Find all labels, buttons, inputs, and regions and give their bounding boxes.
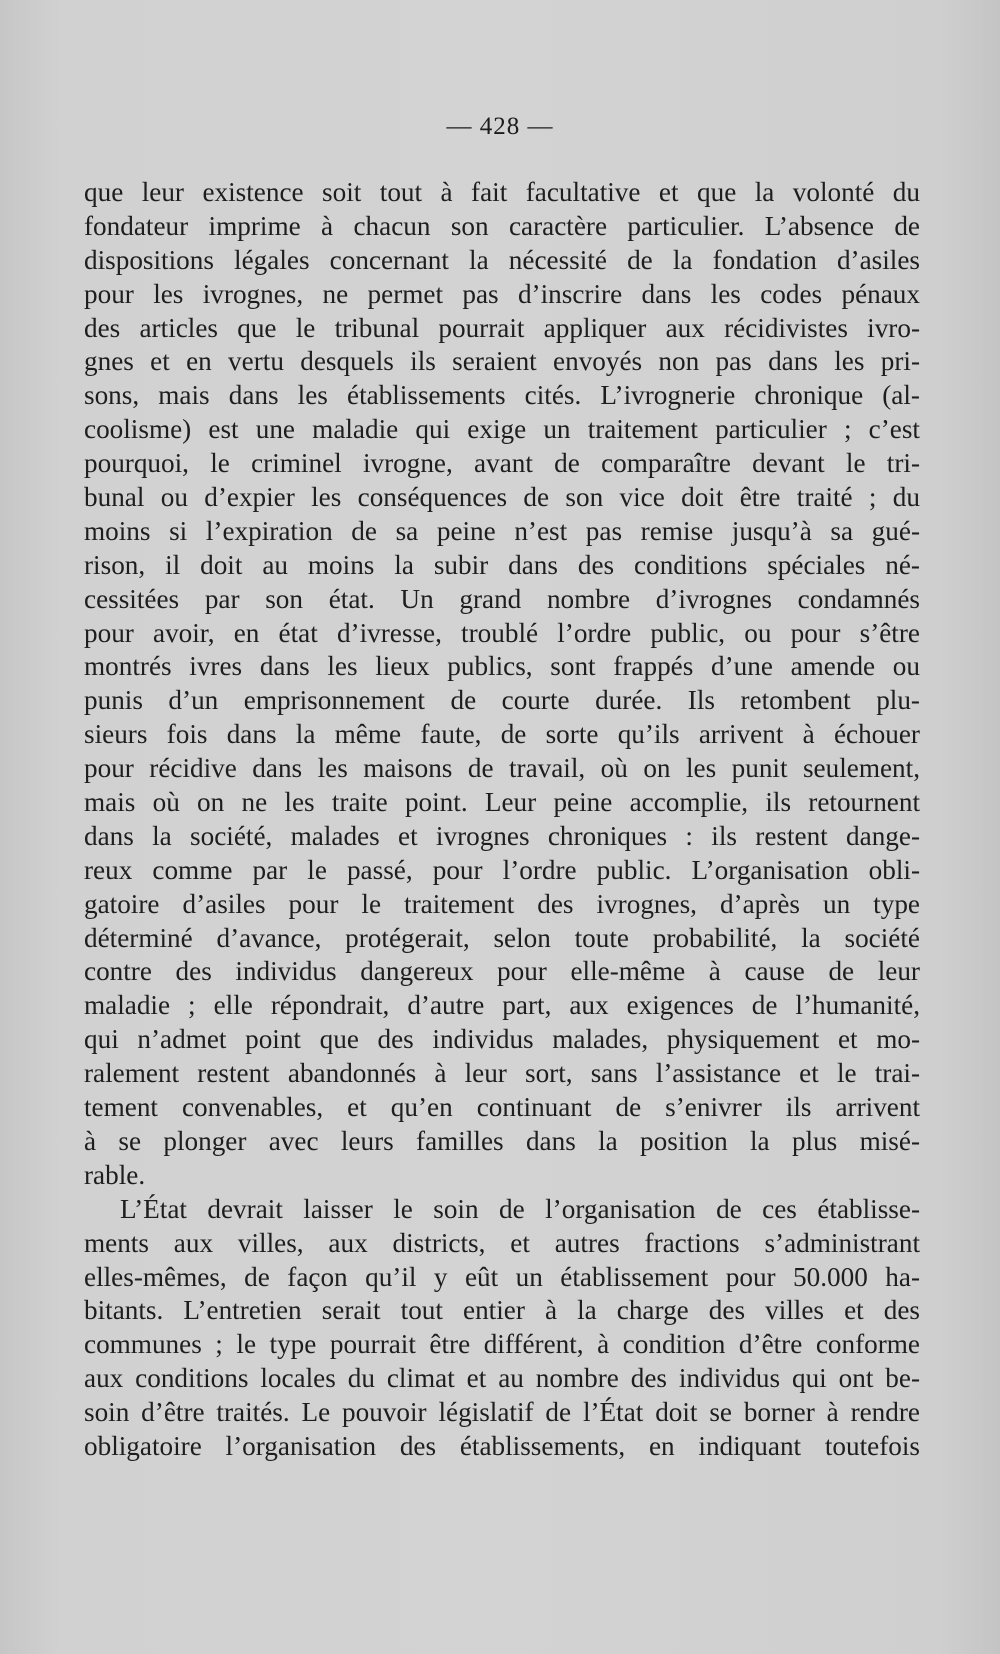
text-line: qui n’admet point que des individus malades, physiquement et mo- bbox=[84, 1024, 920, 1055]
text-line: elles-mêmes, de façon qu’il y eût un établissement pour 50.000 ha- bbox=[84, 1261, 920, 1292]
text-line: bunal ou d’expier les conséquences de son vice doit être traité ; du bbox=[84, 482, 920, 513]
text-line: gnes et en vertu desquels ils seraient envoyés non pas dans les pri- bbox=[84, 346, 920, 377]
text-line: pourquoi, le criminel ivrogne, avant de comparaître devant le tri- bbox=[84, 448, 920, 479]
text-line: ralement restent abandonnés à leur sort, sans l’assistance et le trai- bbox=[84, 1058, 920, 1089]
text-line: bitants. L’entretien serait tout entier à la charge des villes et des bbox=[84, 1295, 920, 1326]
text-line: rable. bbox=[84, 1159, 146, 1190]
text-line: déterminé d’avance, protégerait, selon toute probabilité, la société bbox=[84, 922, 920, 953]
text-line: que leur existence soit tout à fait facultative et que la volonté du bbox=[84, 177, 920, 207]
text-line: pour récidive dans les maisons de travail, où on les punit seulement, bbox=[84, 753, 920, 784]
text-line: à se plonger avec leurs familles dans la position la plus misé- bbox=[84, 1125, 920, 1156]
text-line: maladie ; elle répondrait, d’autre part, aux exigences de l’humanité, bbox=[84, 990, 920, 1021]
page-number: — 428 — bbox=[446, 113, 554, 140]
paragraph bbox=[84, 176, 920, 1193]
paragraph bbox=[84, 1193, 920, 1464]
text-line: pour avoir, en état d’ivresse, troublé l’ordre public, ou pour s’être bbox=[84, 617, 920, 648]
text-line: pour les ivrognes, ne permet pas d’inscrire dans les codes pénaux bbox=[84, 278, 920, 309]
text-line: dans la société, malades et ivrognes chroniques : ils restent dange- bbox=[84, 820, 920, 851]
text-line: soin d’être traités. Le pouvoir législatif de l’État doit se borner à rendre bbox=[84, 1397, 920, 1428]
text-line: dispositions légales concernant la nécessité de la fondation d’asiles bbox=[84, 244, 920, 275]
text-line: montrés ivres dans les lieux publics, sont frappés d’une amende ou bbox=[84, 651, 920, 682]
text-line: coolisme) est une maladie qui exige un traitement particulier ; c’est bbox=[84, 414, 920, 445]
text-line: ments aux villes, aux districts, et autres fractions s’administrant bbox=[84, 1227, 920, 1258]
text-line: obligatoire l’organisation des établissements, en indiquant toutefois bbox=[84, 1430, 920, 1461]
text-line: sieurs fois dans la même faute, de sorte qu’ils arrivent à échouer bbox=[84, 719, 920, 750]
text-line: cessitées par son état. Un grand nombre d’ivrognes condamnés bbox=[84, 583, 920, 614]
text-line: fondateur imprime à chacun son caractère particulier. L’absence de bbox=[84, 210, 920, 241]
text-line: sons, mais dans les établissements cités. L’ivrognerie chronique (al- bbox=[84, 380, 920, 411]
text-line: aux conditions locales du climat et au nombre des individus qui ont be- bbox=[84, 1363, 920, 1394]
text-line: tement convenables, et qu’en continuant de s’enivrer ils arrivent bbox=[84, 1092, 920, 1123]
text-line: des articles que le tribunal pourrait appliquer aux récidivistes ivro- bbox=[84, 312, 920, 343]
text-line: moins si l’expiration de sa peine n’est pas remise jusqu’à sa gué- bbox=[84, 515, 920, 546]
text-line: gatoire d’asiles pour le traitement des ivrognes, d’après un type bbox=[84, 888, 920, 919]
text-line: mais où on ne les traite point. Leur peine accomplie, ils retournent bbox=[84, 787, 920, 818]
text-line: reux comme par le passé, pour l’ordre public. L’organisation obli- bbox=[84, 854, 920, 885]
text-line: punis d’un emprisonnement de courte durée. Ils retombent plu- bbox=[84, 685, 920, 716]
text-line: L’État devrait laisser le soin de l’organisation de ces établisse- bbox=[120, 1193, 920, 1224]
text-line: communes ; le type pourrait être différent, à condition d’être conforme bbox=[84, 1329, 920, 1360]
text-line: rison, il doit au moins la subir dans des conditions spéciales né- bbox=[84, 549, 920, 580]
body-text bbox=[84, 176, 920, 1464]
text-line: contre des individus dangereux pour elle-même à cause de leur bbox=[84, 956, 920, 987]
